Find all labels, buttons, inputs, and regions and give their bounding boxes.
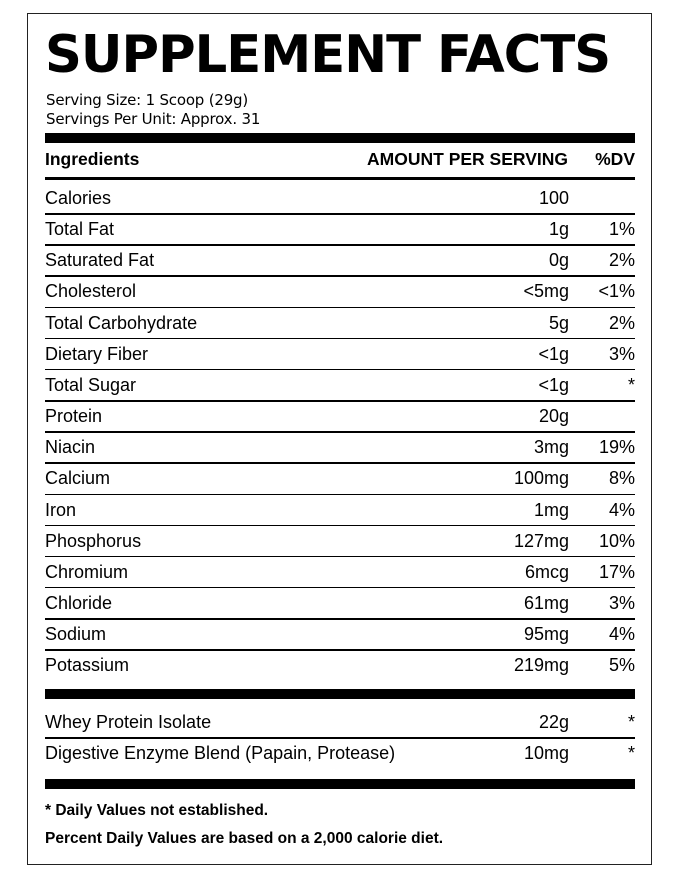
table-row (45, 588, 635, 619)
ingredient-name: Phosphorus (45, 530, 142, 551)
ingredient-name: Saturated Fat (45, 250, 155, 271)
ingredient-name: Cholesterol (45, 281, 137, 302)
header-amount: AMOUNT PER SERVING (367, 149, 568, 169)
table-row (45, 370, 635, 401)
header-divider (45, 177, 635, 180)
ingredient-dv: 17% (598, 561, 635, 582)
table-row (45, 495, 635, 526)
ingredient-dv: * (627, 374, 635, 395)
ingredient-amount: 5g (548, 312, 569, 333)
table-row (45, 463, 635, 494)
ingredient-name: Digestive Enzyme Blend (Papain, Protease) (45, 743, 396, 763)
middle-divider-bar (45, 689, 635, 699)
header-dv: %DV (595, 149, 635, 169)
ingredient-name: Sodium (45, 624, 107, 645)
ingredient-dv: 2% (608, 250, 635, 271)
table-row (45, 276, 635, 307)
ingredient-dv: 5% (608, 655, 635, 676)
table-row (45, 707, 635, 738)
servings-per-unit: Servings Per Unit: Approx. 31 (46, 110, 261, 128)
ingredient-name: Iron (45, 499, 77, 520)
ingredient-name: Niacin (45, 437, 96, 458)
serving-size: Serving Size: 1 Scoop (29g) (46, 91, 249, 109)
table-row (45, 526, 635, 557)
table-row (45, 650, 635, 681)
ingredient-amount: 22g (538, 712, 569, 732)
ingredient-amount: 20g (538, 406, 569, 427)
table-row (45, 308, 635, 339)
table-row (45, 619, 635, 650)
table-row (45, 401, 635, 432)
ingredient-amount: <5mg (523, 281, 569, 302)
table-row (45, 183, 635, 214)
table-row (45, 339, 635, 370)
ingredient-dv: <1% (598, 281, 635, 302)
ingredient-dv: 3% (608, 343, 635, 364)
ingredient-amount: 6mcg (524, 561, 569, 582)
footnote-not-established: * Daily Values not established. (45, 802, 269, 819)
ingredient-amount: 100 (538, 188, 569, 208)
ingredient-name: Chromium (45, 561, 129, 582)
ingredient-amount: 0g (548, 250, 569, 271)
ingredient-name: Dietary Fiber (45, 343, 149, 364)
ingredient-name: Whey Protein Isolate (45, 712, 212, 732)
table-row (45, 557, 635, 588)
ingredient-amount: 61mg (523, 592, 569, 613)
ingredient-name: Total Carbohydrate (45, 312, 198, 333)
footnote-daily-values: Percent Daily Values are based on a 2,000 calorie diet. (45, 830, 444, 847)
header-ingredients: Ingredients (45, 149, 140, 169)
ingredient-dv: * (627, 743, 635, 763)
ingredient-dv: 10% (598, 530, 635, 551)
table-row (45, 738, 635, 769)
ingredient-name: Protein (45, 406, 103, 427)
ingredient-amount: 3mg (533, 437, 569, 458)
ingredient-amount: 1g (548, 219, 569, 240)
ingredient-dv: 19% (598, 437, 635, 458)
ingredient-dv: 4% (608, 624, 635, 645)
ingredient-name: Calcium (45, 468, 111, 489)
ingredient-amount: <1g (538, 374, 569, 395)
ingredient-amount: 127mg (513, 530, 569, 551)
ingredient-name: Total Fat (45, 219, 115, 240)
panel-title: SUPPLEMENT FACTS (45, 25, 611, 85)
ingredient-amount: 219mg (513, 655, 569, 676)
ingredient-name: Total Sugar (45, 374, 137, 395)
ingredient-name: Calories (45, 188, 112, 208)
ingredient-amount: 10mg (523, 743, 569, 763)
ingredient-name: Potassium (45, 655, 130, 676)
ingredient-dv: 2% (608, 312, 635, 333)
ingredient-dv: 3% (608, 592, 635, 613)
ingredient-name: Chloride (45, 592, 113, 613)
table-row (45, 432, 635, 463)
ingredient-amount: 100mg (513, 468, 569, 489)
ingredient-dv: 1% (608, 219, 635, 240)
ingredient-amount: 1mg (533, 499, 569, 520)
ingredient-amount: 95mg (523, 624, 569, 645)
ingredient-dv: 8% (608, 468, 635, 489)
ingredient-amount: <1g (538, 343, 569, 364)
ingredient-dv: 4% (608, 499, 635, 520)
table-row (45, 214, 635, 245)
top-divider-bar (45, 133, 635, 143)
ingredient-dv: * (627, 712, 635, 732)
bottom-divider-bar (45, 779, 635, 789)
table-row (45, 245, 635, 276)
